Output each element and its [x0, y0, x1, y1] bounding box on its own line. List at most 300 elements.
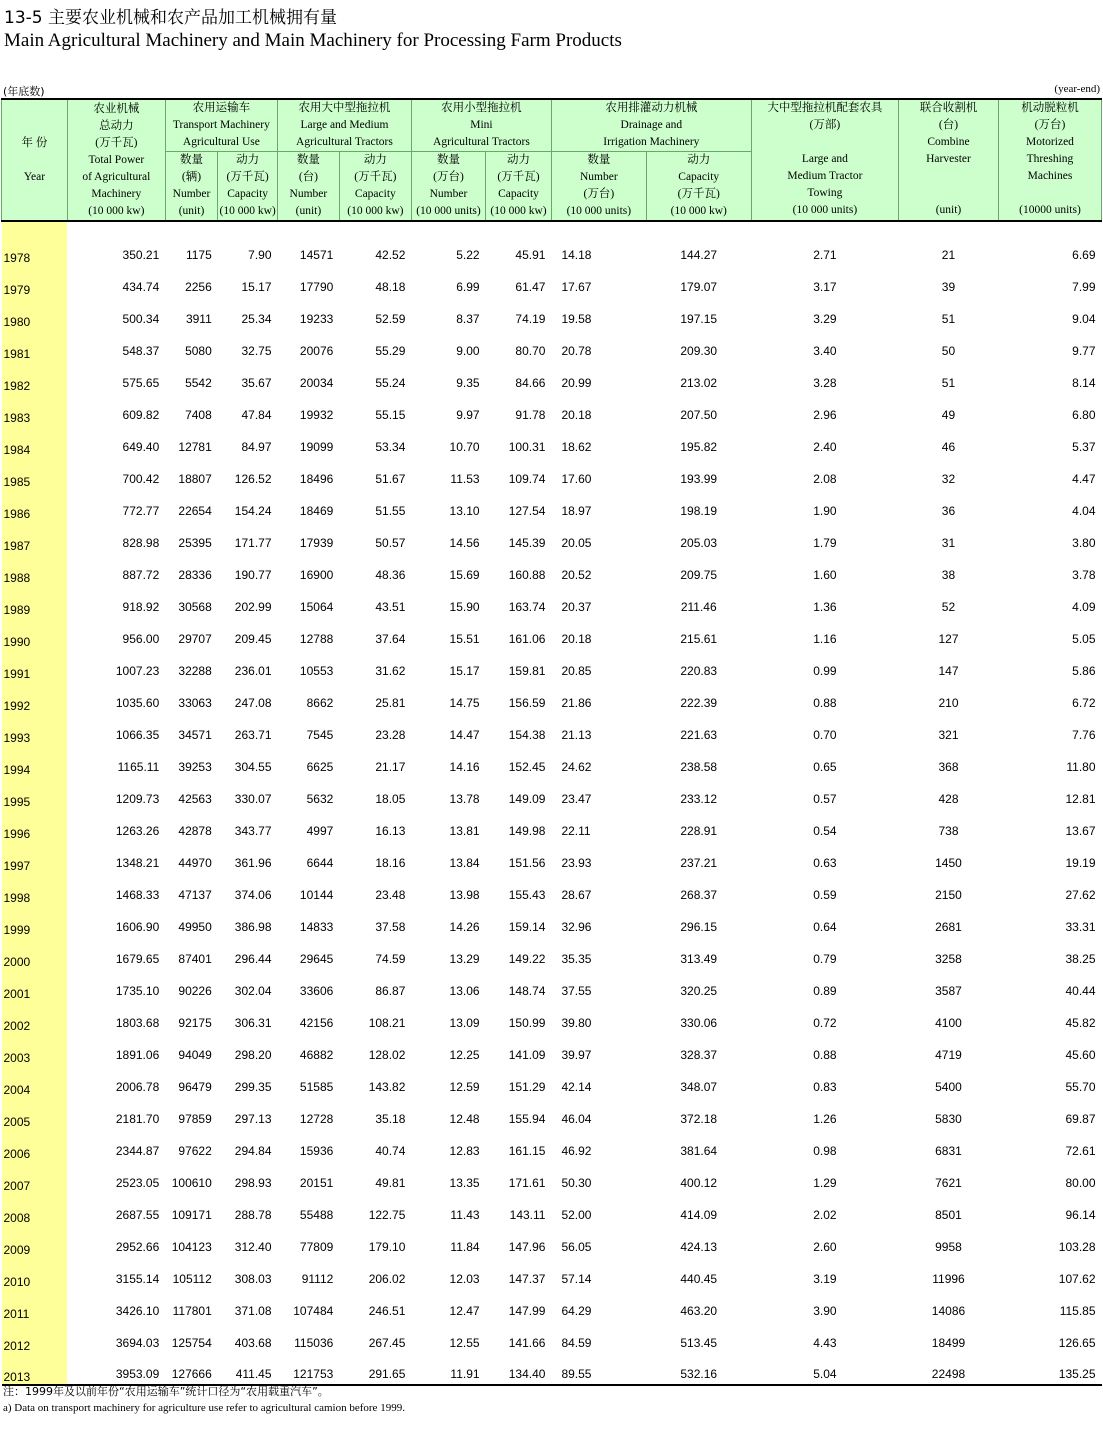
- cell-combine: 368: [938, 760, 959, 774]
- header-line: Medium Tractor: [787, 170, 863, 182]
- cell-towing: 0.88: [813, 1048, 837, 1062]
- cell-large-number: 19932: [299, 408, 334, 422]
- cell-drainage-capacity: 440.45: [680, 1272, 718, 1286]
- cell-mini-capacity: 147.37: [508, 1272, 546, 1286]
- cell-year: 1986: [2, 489, 68, 521]
- cell-threshing: 115.85: [1059, 1304, 1096, 1318]
- cell-drainage-capacity: 463.20: [680, 1304, 718, 1318]
- cell-total-power: 3694.03: [115, 1336, 160, 1350]
- cell-large-capacity: 51.55: [375, 504, 406, 518]
- table-row: [2, 361, 1102, 393]
- cell-combine: 51: [941, 312, 956, 326]
- cell-threshing: 4.47: [1072, 472, 1096, 486]
- table-row: [2, 681, 1102, 713]
- cell-threshing: 80.00: [1065, 1176, 1096, 1190]
- cell-year: 1990: [2, 617, 68, 649]
- page-title-en: Main Agricultural Machinery and Main Machinery for Processing Farm Products: [4, 30, 622, 51]
- cell-transport-number: 7408: [185, 408, 212, 422]
- cell-mini-capacity: 151.56: [508, 856, 546, 870]
- cell-mini-capacity: 91.78: [515, 408, 546, 422]
- cell-mini-capacity: 160.88: [508, 568, 546, 582]
- cell-threshing: 4.09: [1072, 600, 1096, 614]
- cell-drainage-capacity: 513.45: [680, 1336, 718, 1350]
- cell-total-power: 1679.65: [115, 952, 160, 966]
- cell-drainage-capacity: 414.09: [680, 1208, 718, 1222]
- cell-threshing: 11.80: [1066, 760, 1096, 774]
- cell-year: 2013: [2, 1353, 68, 1385]
- cell-total-power: 434.74: [122, 280, 160, 294]
- cell-total-power: 828.98: [122, 536, 160, 550]
- header-line: (台): [298, 171, 318, 183]
- cell-combine: 210: [938, 696, 959, 710]
- header-line: (10 000 kw): [347, 205, 404, 217]
- cell-combine: 4100: [935, 1016, 962, 1030]
- cell-combine: 11996: [932, 1272, 965, 1286]
- cell-combine: 5830: [935, 1112, 962, 1126]
- cell-total-power: 2523.05: [115, 1176, 160, 1190]
- header-transport-group: [165, 99, 277, 152]
- cell-mini-capacity: 145.39: [508, 536, 546, 550]
- table-row: [2, 1065, 1102, 1097]
- cell-transport-capacity: 47.84: [241, 408, 272, 422]
- cell-transport-number: 97859: [178, 1112, 212, 1126]
- cell-large-capacity: 52.59: [375, 312, 406, 326]
- cell-mini-capacity: 155.43: [508, 888, 546, 902]
- cell-threshing: 33.31: [1065, 920, 1096, 934]
- header-line: Capacity: [678, 171, 720, 183]
- table-row: [2, 1033, 1102, 1065]
- cell-total-power: 1348.21: [115, 856, 160, 870]
- cell-mini-capacity: 84.66: [515, 376, 546, 390]
- cell-drainage-number: 35.35: [561, 952, 592, 966]
- cell-transport-capacity: 126.52: [234, 472, 272, 486]
- cell-year: 1995: [2, 777, 68, 809]
- cell-transport-number: 22654: [178, 504, 212, 518]
- cell-mini-capacity: 141.66: [508, 1336, 546, 1350]
- cell-mini-number: 11.84: [450, 1240, 480, 1254]
- cell-drainage-capacity: 424.13: [680, 1240, 718, 1254]
- cell-combine: 321: [938, 728, 959, 742]
- cell-transport-capacity: 386.98: [234, 920, 272, 934]
- header-line: 大中型拖拉机配套农具: [767, 102, 883, 114]
- header-line: 农用运输车: [192, 102, 251, 114]
- cell-year: 1980: [2, 297, 68, 329]
- cell-total-power: 3953.09: [67, 1353, 165, 1385]
- cell-drainage-number: 46.04: [561, 1112, 592, 1126]
- cell-threshing: 126.65: [1058, 1336, 1096, 1350]
- cell-large-capacity: 18.05: [375, 792, 406, 806]
- header-line: 动力: [507, 154, 530, 166]
- table-row: [2, 937, 1102, 969]
- cell-drainage-number: 20.78: [561, 344, 592, 358]
- cell-drainage-number: 50.30: [561, 1176, 592, 1190]
- cell-large-number: 6644: [306, 856, 334, 870]
- cell-mini-number: 11.53: [450, 472, 480, 486]
- cell-total-power: 2687.55: [115, 1208, 160, 1222]
- cell-large-number: 18496: [299, 472, 334, 486]
- cell-mini-capacity: 127.54: [508, 504, 546, 518]
- cell-mini-number: 13.81: [449, 824, 480, 838]
- cell-transport-number: 96479: [178, 1080, 212, 1094]
- cell-year: 1988: [2, 553, 68, 585]
- cell-drainage-number: 89.55: [551, 1353, 646, 1385]
- table-row: [2, 873, 1102, 905]
- cell-mini-capacity: 151.29: [508, 1080, 546, 1094]
- cell-transport-capacity: 171.77: [234, 536, 272, 550]
- cell-threshing: 9.77: [1072, 344, 1096, 358]
- cell-large-number: 42156: [299, 1016, 334, 1030]
- cell-transport-capacity: 297.13: [234, 1112, 272, 1126]
- cell-large-number: 10553: [299, 664, 334, 678]
- header-line: Motorized: [1026, 136, 1074, 148]
- cell-year: 1981: [2, 329, 68, 361]
- cell-drainage-number: 14.18: [561, 248, 592, 262]
- cell-large-capacity: 108.21: [368, 1016, 406, 1030]
- cell-combine: 36: [941, 504, 956, 518]
- cell-year: 1987: [2, 521, 68, 553]
- header-line: 农用排灌动力机械: [605, 102, 698, 114]
- cell-large-number: 10144: [299, 888, 334, 902]
- cell-total-power: 700.42: [122, 472, 160, 486]
- cell-large-capacity: 128.02: [368, 1048, 406, 1062]
- cell-transport-capacity: 306.31: [234, 1016, 272, 1030]
- cell-transport-capacity: 304.55: [234, 760, 272, 774]
- cell-total-power: 1803.68: [115, 1016, 160, 1030]
- cell-large-capacity: 43.51: [375, 600, 406, 614]
- header-drainage-capacity: [646, 152, 751, 222]
- cell-threshing: 7.99: [1072, 280, 1096, 294]
- cell-transport-capacity: 330.07: [234, 792, 272, 806]
- cell-mini-capacity: 159.81: [508, 664, 546, 678]
- cell-year: 1996: [2, 809, 68, 841]
- cell-drainage-capacity: 313.49: [680, 952, 718, 966]
- cell-towing: 3.28: [813, 376, 837, 390]
- cell-drainage-capacity: 237.21: [680, 856, 718, 870]
- cell-year: 1998: [2, 873, 68, 905]
- cell-transport-number: 117801: [172, 1304, 212, 1318]
- cell-total-power: 2006.78: [115, 1080, 160, 1094]
- cell-towing: 0.88: [813, 696, 837, 710]
- cell-combine: 6831: [935, 1144, 962, 1158]
- cell-combine: 147: [938, 664, 959, 678]
- header-large-tractor-group: [278, 99, 412, 152]
- cell-large-capacity: 37.64: [375, 632, 406, 646]
- cell-towing: 1.29: [813, 1176, 837, 1190]
- header-line: (万千瓦): [95, 136, 138, 149]
- cell-large-number: 19099: [299, 440, 334, 454]
- cell-combine: 50: [941, 344, 956, 358]
- cell-combine: 32: [941, 472, 956, 486]
- cell-drainage-number: 20.05: [561, 536, 592, 550]
- header-line: Agricultural Tractors: [433, 136, 530, 148]
- cell-combine: 22498: [899, 1353, 999, 1385]
- header-drainage-group: [551, 99, 751, 152]
- unit-note-en: (year-end): [1054, 83, 1100, 95]
- cell-large-capacity: 25.81: [375, 696, 406, 710]
- cell-large-capacity: 23.48: [375, 888, 406, 902]
- cell-threshing: 9.04: [1072, 312, 1096, 326]
- cell-year: 2005: [2, 1097, 68, 1129]
- cell-transport-number: 47137: [178, 888, 212, 902]
- cell-year: 1982: [2, 361, 68, 393]
- cell-combine: 49: [941, 408, 956, 422]
- cell-transport-number: 49950: [178, 920, 212, 934]
- table-row: [2, 1129, 1102, 1161]
- cell-large-number: 107484: [293, 1304, 334, 1318]
- header-line: (辆): [181, 171, 202, 183]
- cell-threshing: 8.14: [1072, 376, 1096, 390]
- cell-drainage-capacity: 213.02: [680, 376, 718, 390]
- header-line: Number: [172, 188, 211, 200]
- cell-threshing: 13.67: [1065, 824, 1096, 838]
- table-row: [2, 617, 1102, 649]
- cell-drainage-number: 20.85: [561, 664, 592, 678]
- table-row: [2, 905, 1102, 937]
- header-line: (万台): [1034, 119, 1066, 131]
- cell-towing: 0.83: [813, 1080, 837, 1094]
- header-line: (10 000 units): [792, 204, 858, 216]
- table-row: [2, 1097, 1102, 1129]
- table-row: [2, 1257, 1102, 1289]
- cell-transport-number: 1175: [185, 248, 212, 262]
- header-line: 总动力: [99, 119, 134, 132]
- cell-year: 1999: [2, 905, 68, 937]
- cell-towing: 1.60: [813, 568, 837, 582]
- cell-mini-capacity: 155.94: [508, 1112, 546, 1126]
- header-towing: [751, 99, 898, 221]
- cell-large-number: 115036: [294, 1336, 334, 1350]
- cell-year: 2011: [2, 1289, 68, 1321]
- header-line: (10 000 kw): [219, 205, 276, 217]
- cell-threshing: 45.82: [1065, 1016, 1096, 1030]
- cell-threshing: 12.81: [1065, 792, 1096, 806]
- cell-total-power: 1007.23: [115, 664, 160, 678]
- cell-threshing: 69.87: [1065, 1112, 1096, 1126]
- header-line: (unit): [935, 204, 962, 216]
- cell-combine: 3258: [935, 952, 962, 966]
- cell-transport-number: 90226: [178, 984, 212, 998]
- cell-transport-capacity: 411.45: [218, 1353, 278, 1385]
- cell-combine: 1450: [935, 856, 962, 870]
- header-line: 农业机械: [93, 102, 140, 115]
- cell-large-number: 14571: [299, 248, 334, 262]
- header-line: Large and Medium: [300, 119, 389, 131]
- cell-large-capacity: 53.34: [375, 440, 406, 454]
- header-line: (万千瓦): [677, 188, 720, 200]
- cell-mini-number: 12.48: [449, 1112, 480, 1126]
- header-line: 数量: [180, 154, 203, 166]
- footnote-cn: 注：1999年及以前年份“农用运输车”统计口径为“农用载重汽车”。: [3, 1385, 329, 1398]
- cell-drainage-capacity: 195.82: [680, 440, 718, 454]
- cell-large-capacity: 55.29: [375, 344, 406, 358]
- cell-large-number: 15936: [299, 1144, 334, 1158]
- header-total-power: [67, 99, 165, 221]
- cell-mini-number: 14.26: [449, 920, 480, 934]
- cell-transport-number: 30568: [178, 600, 212, 614]
- cell-transport-capacity: 298.20: [234, 1048, 272, 1062]
- table-row: [2, 221, 1102, 265]
- cell-mini-capacity: 159.14: [508, 920, 546, 934]
- cell-transport-number: 29707: [178, 632, 212, 646]
- cell-combine: 2681: [935, 920, 962, 934]
- cell-combine: 4719: [935, 1048, 962, 1062]
- cell-total-power: 609.82: [122, 408, 160, 422]
- header-line: Machines: [1027, 170, 1073, 182]
- header-line: Capacity: [354, 188, 396, 200]
- cell-total-power: 350.21: [122, 248, 160, 262]
- cell-drainage-number: 18.62: [561, 440, 592, 454]
- cell-towing: 4.43: [813, 1336, 837, 1350]
- cell-transport-number: 25395: [178, 536, 212, 550]
- cell-transport-capacity: 299.35: [234, 1080, 272, 1094]
- cell-year: 1984: [2, 425, 68, 457]
- cell-threshing: 4.04: [1072, 504, 1096, 518]
- cell-mini-capacity: 45.91: [515, 248, 546, 262]
- cell-threshing: 135.25: [998, 1353, 1101, 1385]
- cell-year: 2004: [2, 1065, 68, 1097]
- cell-total-power: 1606.90: [115, 920, 160, 934]
- cell-total-power: 2181.70: [115, 1112, 160, 1126]
- cell-large-number: 6625: [306, 760, 334, 774]
- cell-combine: 3587: [935, 984, 962, 998]
- cell-combine: 127: [938, 632, 959, 646]
- cell-total-power: 1066.35: [115, 728, 160, 742]
- cell-total-power: 887.72: [122, 568, 160, 582]
- cell-mini-capacity: 152.45: [508, 760, 546, 774]
- cell-drainage-capacity: 220.83: [680, 664, 718, 678]
- cell-large-number: 7545: [306, 728, 334, 742]
- cell-large-number: 33606: [299, 984, 334, 998]
- cell-combine: 39: [941, 280, 956, 294]
- cell-large-capacity: 86.87: [375, 984, 406, 998]
- cell-year: 1993: [2, 713, 68, 745]
- cell-towing: 3.19: [813, 1272, 837, 1286]
- cell-drainage-capacity: 211.46: [680, 600, 717, 614]
- cell-threshing: 107.62: [1058, 1272, 1096, 1286]
- cell-mini-capacity: 143.11: [509, 1208, 546, 1222]
- cell-total-power: 575.65: [122, 376, 160, 390]
- cell-transport-number: 12781: [178, 440, 212, 454]
- cell-mini-capacity: 161.06: [508, 632, 546, 646]
- cell-drainage-capacity: 207.50: [680, 408, 718, 422]
- cell-mini-number: 13.09: [449, 1016, 480, 1030]
- machinery-table: [1, 98, 1102, 1386]
- cell-large-capacity: 16.13: [375, 824, 406, 838]
- header-large-number: [278, 152, 340, 222]
- cell-drainage-capacity: 209.75: [680, 568, 718, 582]
- cell-combine: 738: [938, 824, 959, 838]
- cell-transport-number: 5542: [185, 376, 212, 390]
- header-line: (10 000 units): [416, 205, 481, 217]
- table-row: [2, 425, 1102, 457]
- cell-total-power: 2952.66: [115, 1240, 160, 1254]
- cell-large-capacity: 18.16: [375, 856, 406, 870]
- cell-threshing: 7.76: [1072, 728, 1096, 742]
- cell-combine: 2150: [935, 888, 962, 902]
- header-line: Capacity: [498, 188, 539, 200]
- table-row: [2, 745, 1102, 777]
- cell-mini-capacity: 156.59: [508, 696, 546, 710]
- cell-large-capacity: 246.51: [368, 1304, 406, 1318]
- cell-drainage-capacity: 238.58: [680, 760, 718, 774]
- cell-transport-number: 109171: [171, 1208, 212, 1222]
- header-line: (万千瓦): [497, 171, 540, 183]
- header-year-en: Year: [23, 170, 46, 183]
- cell-large-capacity: 143.82: [368, 1080, 406, 1094]
- cell-threshing: 6.72: [1072, 696, 1096, 710]
- cell-year: 2008: [2, 1193, 68, 1225]
- table-row: [2, 393, 1102, 425]
- cell-towing: 2.96: [813, 408, 837, 422]
- table-row: [2, 1193, 1102, 1225]
- cell-towing: 3.17: [813, 280, 837, 294]
- cell-threshing: 5.37: [1072, 440, 1096, 454]
- header-line: (10000 units): [1019, 204, 1081, 216]
- cell-year: 1985: [2, 457, 68, 489]
- cell-mini-number: 14.75: [449, 696, 480, 710]
- cell-large-number: 19233: [299, 312, 334, 326]
- cell-mini-number: 11.91: [411, 1353, 485, 1385]
- header-year: [2, 99, 68, 221]
- cell-threshing: 72.61: [1065, 1144, 1096, 1158]
- header-line: 农用大中型拖拉机: [298, 102, 391, 114]
- cell-mini-capacity: 149.09: [508, 792, 546, 806]
- cell-towing: 3.40: [813, 344, 837, 358]
- cell-total-power: 1263.26: [115, 824, 160, 838]
- cell-large-number: 20076: [299, 344, 334, 358]
- table-row: [2, 585, 1102, 617]
- cell-large-number: 8662: [306, 696, 334, 710]
- header-line: 数量: [436, 154, 460, 166]
- cell-transport-capacity: 202.99: [234, 600, 272, 614]
- cell-drainage-number: 17.60: [561, 472, 592, 486]
- cell-mini-number: 12.55: [449, 1336, 480, 1350]
- cell-transport-number: 87401: [178, 952, 212, 966]
- header-mini-tractor-group: [411, 99, 551, 152]
- cell-year: 2007: [2, 1161, 68, 1193]
- cell-total-power: 3155.14: [115, 1272, 160, 1286]
- cell-year: 2003: [2, 1033, 68, 1065]
- cell-transport-capacity: 403.68: [234, 1336, 272, 1350]
- cell-transport-capacity: 298.93: [234, 1176, 272, 1190]
- cell-transport-capacity: 35.67: [241, 376, 272, 390]
- cell-mini-number: 5.22: [456, 248, 480, 262]
- table-row: [2, 329, 1102, 361]
- header-mini-number: [411, 152, 485, 222]
- cell-combine: 428: [938, 792, 959, 806]
- table-row: [2, 553, 1102, 585]
- cell-drainage-number: 84.59: [561, 1336, 592, 1350]
- cell-drainage-number: 32.96: [561, 920, 592, 934]
- cell-drainage-capacity: 228.91: [680, 824, 718, 838]
- cell-total-power: 1468.33: [115, 888, 160, 902]
- table-row: [2, 297, 1102, 329]
- cell-transport-capacity: 15.17: [241, 280, 272, 294]
- cell-total-power: 1209.73: [115, 792, 160, 806]
- cell-towing: 1.26: [813, 1112, 837, 1126]
- header-line: Irrigation Machinery: [603, 136, 700, 148]
- header-line: 联合收割机: [919, 102, 978, 114]
- cell-large-capacity: 50.57: [375, 536, 406, 550]
- cell-transport-capacity: 296.44: [234, 952, 272, 966]
- cell-mini-number: 9.00: [456, 344, 480, 358]
- cell-large-capacity: 49.81: [375, 1176, 406, 1190]
- cell-mini-capacity: 150.99: [508, 1016, 546, 1030]
- table-row: [2, 521, 1102, 553]
- cell-mini-capacity: 149.22: [508, 952, 546, 966]
- cell-transport-capacity: 154.24: [234, 504, 272, 518]
- cell-mini-capacity: 147.99: [508, 1304, 546, 1318]
